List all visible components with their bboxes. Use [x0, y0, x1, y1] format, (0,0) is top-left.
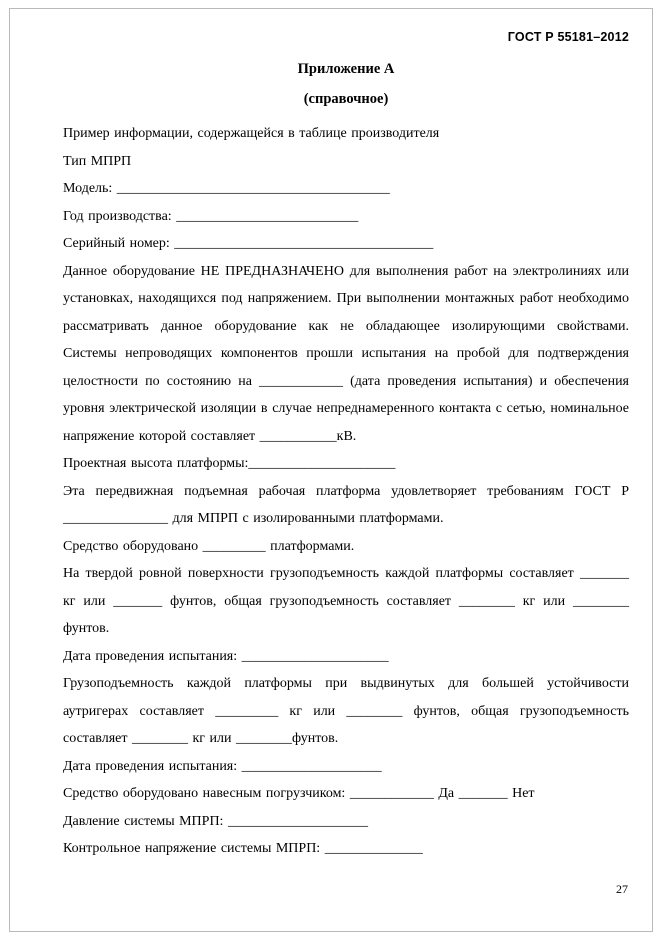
document-page: [63, 30, 629, 863]
platform-count-line: Средство оборудовано _________ платформами.: [63, 538, 355, 554]
loader-equipped-line: Средство оборудовано навесным погрузчиком: ____________ Да _______ Нет: [63, 786, 535, 801]
load-capacity-paragraph: На твердой ровной поверхности грузоподъемность каждой платформы составляет _______ кг или _______ фунтов, общая грузоподъемность составляет ________ кг или ________ фунтов.: [63, 566, 629, 636]
page-number: 27: [616, 882, 628, 896]
gost-compliance-paragraph: Эта передвижная подъемная рабочая платформа удовлетворяет требованиям ГОСТ Р _______________ для МПРП с изолированными платформами.: [63, 483, 629, 526]
production-year-line: Год производства: __________________________: [63, 208, 359, 224]
outrigger-capacity-paragraph: Грузоподъемность каждой платформы при выдвинутых для большей устойчивости аутригерах составляет _________ кг или ________ фунтов, общая грузоподъемность составляет ________ кг или ________фунтов.: [63, 676, 629, 746]
example-info-line: Пример информации, содержащейся в таблице производителя: [63, 126, 440, 141]
model-line: Модель: _______________________________________: [63, 181, 390, 196]
equipment-warning-paragraph: Данное оборудование НЕ ПРЕДНАЗНАЧЕНО для выполнения работ на электролиниях или установках, находящихся под напряжением. При выполнении монтажных работ необходимо рассматривать данное оборудование как не обладающее изолирующими свойствами. Системы непроводящих компонентов прошли испытания на пробой для подтверждения целостности по состоянию на ____________ (дата проведения испытания) и обеспечения уровня электрической изоляции в случае непреднамеренного контакта с сетью, номинальное напряжение которой составляет ___________кВ.: [63, 263, 629, 444]
appendix-subtitle: (справочное): [303, 91, 389, 107]
control-voltage-line: Контрольное напряжение системы МПРП: ______________: [63, 841, 423, 856]
type-line: Тип МПРП: [63, 153, 132, 169]
system-pressure-line: Давление системы МПРП: ____________________: [63, 813, 368, 829]
doc-number: ГОСТ Р 55181–2012: [507, 30, 629, 44]
test-date-line-2: Дата проведения испытания: ____________________: [63, 758, 382, 774]
serial-number-line: Серийный номер: _____________________________________: [63, 236, 434, 251]
test-date-line-1: Дата проведения испытания: _____________________: [63, 648, 389, 664]
appendix-title: Приложение А: [297, 61, 395, 77]
platform-height-line: Проектная высота платформы:_____________________: [63, 456, 396, 471]
